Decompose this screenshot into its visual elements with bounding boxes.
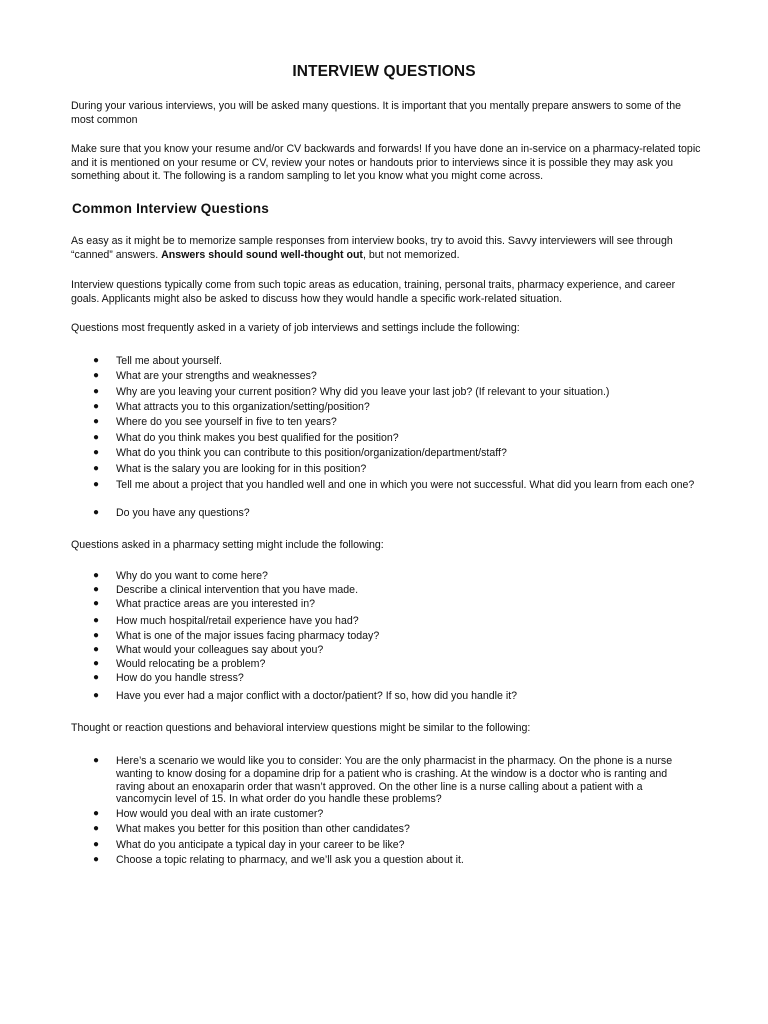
bullet-icon: ●	[93, 808, 100, 819]
bullet-icon: ●	[93, 447, 100, 458]
bullet-icon: ●	[93, 463, 100, 474]
bullet-icon: ●	[93, 479, 100, 490]
bullet-icon: ●	[93, 854, 100, 865]
topics-paragraph: Interview questions typically come from such topic areas as education, training, personal traits, pharmacy experience, and career goals. Applicants might also be asked to discuss how they would handle a specific work-related situation.	[71, 279, 676, 305]
bullet-icon: ●	[93, 386, 100, 397]
bullet-icon: ●	[93, 355, 100, 366]
memorize-paragraph	[71, 235, 701, 262]
bullet-icon: ●	[93, 690, 100, 701]
section-heading-common: Common Interview Questions	[72, 201, 270, 216]
bullet-icon: ●	[93, 672, 100, 683]
document-page: INTERVIEW QUESTIONS During your various interviews, you will be asked many questions. It is important that you mentally prepare answers to some of the most common Make sure that you know your resume and/or CV backwards and forwards! If you have done an in-service on a pharmacy-related topic and it is mentioned on your resume or CV, review your notes or handouts prior to interviews since it is possible they may ask you something about it. The following is a random sampling to let you know what you might come across. Common Interview Questions As easy as it might be to memorize sample responses from interview books, try to avoid this. Savvy interviewers will see through “canned” answers. Answers should sound well-thought out, but not memorized. Interview questions typically come from such topic areas as education, training, personal traits, pharmacy experience, and career goals. Applicants might also be asked to discuss how they would handle a specific work-related situation. Questions most frequently asked in a variety of job interviews and settings include the following: ● Tell me about yourself. ● What are your strengths and weaknesses? ● Why are you leaving your current position? Why did you leave your last job? (If relevant to your situation.) ● What attracts you to this organization/setting/position? ● Where do you see yourself in five to ten years? ● What do you think makes you best qualified for the position? ● What do you think you can contribute to this position/organization/department/staff? ● What is the salary you are looking for in this position? ● Tell me about a project that you handled well and one in which you were not successful. What did you learn from each one? ● Do you have any questions? Questions asked in a pharmacy setting might include the following: ● Why do you want to come here? ● Describe a clinical intervention that you have made. ● What practice areas are you interested in? ● How much hospital/retail experience have you had? ● What is one of the major issues facing pharmacy today? ● What would your colleagues say about you? ● Would relocating be a problem? ● How do you handle stress? ● Have you ever had a major conflict with a doctor/patient? If so, how did you handle it? Thought or reaction questions and behavioral interview questions might be similar to the following: ● Here’s a scenario we would like you to consider: You are the only pharmacist in the pharmacy. On the phone is a nurse wanting to know dosing for a dopamine drip for a patient who is crashing. At the window is a doctor who is ranting and raving about an enoxaparin order that wasn’t approved. On the other line is a nurse calling about a patient with a vancomycin level of 15. In what order do you handle these problems? ● How would you deal with an irate customer? ● What makes you better for this position than other candidates? ● What do you anticipate a typical day in your career to be like? ● Choose a topic relating to pharmacy, and we’ll ask you a question about it.	[0, 0, 768, 1024]
common-questions-intro: Questions most frequently asked in a variety of job interviews and settings include the following:	[71, 322, 520, 334]
resume-advice-paragraph: Make sure that you know your resume and/or CV backwards and forwards! If you have done an in-service on a pharmacy-related topic and it is mentioned on your resume or CV, review your notes or handouts prior to interviews since it is possible they may ask you something about it. The following is a random sampling to let you know what you might come across.	[71, 143, 701, 183]
bullet-icon: ●	[93, 401, 100, 412]
bullet-icon: ●	[93, 630, 100, 641]
memorize-bold-text: Answers should sound well-thought out	[161, 248, 363, 261]
behavioral-questions-intro: Thought or reaction questions and behavioral interview questions might be similar to the following:	[71, 722, 531, 734]
bullet-icon: ●	[93, 598, 100, 609]
memorize-text: As easy as it might be to memorize sample responses from interview books, try to avoid this. Savvy interviewers will see through “canned” answers.	[71, 235, 673, 261]
bullet-icon: ●	[93, 570, 100, 581]
bullet-icon: ●	[93, 823, 100, 834]
bullet-icon: ●	[93, 839, 100, 850]
bullet-icon: ●	[93, 370, 100, 381]
bullet-icon: ●	[93, 584, 100, 595]
bullet-icon: ●	[93, 416, 100, 427]
bullet-icon: ●	[93, 658, 100, 669]
intro-paragraph: During your various interviews, you will be asked many questions. It is important that you mentally prepare answers to some of the most common	[71, 100, 682, 126]
pharmacy-questions-intro: Questions asked in a pharmacy setting might include the following:	[71, 539, 384, 551]
bullet-icon: ●	[93, 507, 100, 518]
bullet-icon: ●	[93, 432, 100, 443]
bullet-icon: ●	[93, 615, 100, 626]
page-title: INTERVIEW QUESTIONS	[292, 63, 476, 80]
bullet-icon: ●	[93, 644, 100, 655]
memorize-text-end: , but not memorized.	[362, 248, 460, 261]
bullet-icon: ●	[93, 755, 100, 766]
